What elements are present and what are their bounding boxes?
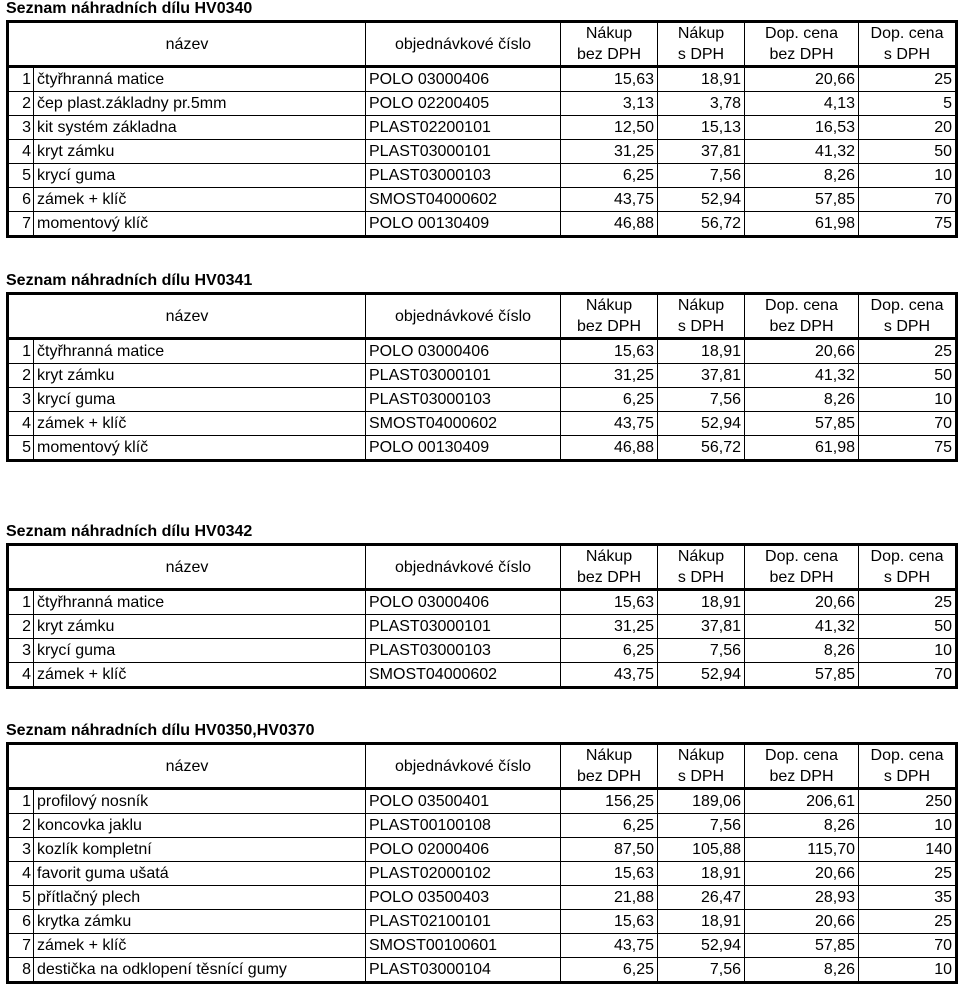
retail-gross-cell: 70: [859, 188, 957, 212]
retail-gross-cell: 25: [859, 590, 957, 615]
header-retail-gross-line: s DPH: [883, 318, 931, 335]
header-retail-gross: [859, 545, 957, 590]
header-order-number: objednávkové číslo: [366, 294, 561, 339]
header-purchase-gross-line: s DPH: [677, 46, 725, 63]
purchase-gross-cell: 37,81: [658, 364, 745, 388]
order-number-cell: POLO 03500403: [366, 886, 561, 910]
purchase-net-cell: 43,75: [561, 188, 658, 212]
part-name-cell: přítlačný plech: [34, 886, 366, 910]
row-number-cell: 3: [8, 388, 34, 412]
row-number-cell: 1: [8, 590, 34, 615]
purchase-net-cell: 15,63: [561, 862, 658, 886]
purchase-gross-cell: 7,56: [658, 639, 745, 663]
table-row: [8, 910, 957, 934]
retail-net-cell: 57,85: [745, 934, 859, 958]
header-retail-net-line: Dop. cena: [765, 747, 838, 764]
table-row: [8, 886, 957, 910]
retail-gross-cell: 10: [859, 814, 957, 838]
row-number-cell: 2: [8, 364, 34, 388]
purchase-gross-cell: 52,94: [658, 663, 745, 688]
retail-net-cell: 41,32: [745, 364, 859, 388]
order-number-cell: POLO 00130409: [366, 212, 561, 237]
header-retail-gross-line: Dop. cena: [870, 548, 944, 565]
part-name-cell: kit systém základna: [34, 116, 366, 140]
retail-gross-cell: 10: [859, 958, 957, 983]
purchase-net-cell: 43,75: [561, 412, 658, 436]
part-name-cell: zámek + klíč: [34, 188, 366, 212]
row-number-cell: 8: [8, 958, 34, 983]
table-row: [8, 388, 957, 412]
purchase-net-cell: 43,75: [561, 934, 658, 958]
retail-net-cell: 61,98: [745, 212, 859, 237]
table-header-row: [8, 22, 957, 67]
part-name-cell: zámek + klíč: [34, 934, 366, 958]
retail-gross-cell: 5: [859, 92, 957, 116]
row-number-cell: 1: [8, 67, 34, 92]
header-retail-net-line: bez DPH: [769, 46, 834, 63]
part-name-cell: koncovka jaklu: [34, 814, 366, 838]
purchase-gross-cell: 37,81: [658, 615, 745, 639]
header-purchase-gross-line: Nákup: [677, 297, 725, 314]
header-purchase-gross-line: Nákup: [677, 25, 725, 42]
header-retail-net: [745, 744, 859, 789]
header-purchase-gross: [658, 294, 745, 339]
section-title: Seznam náhradních dílu HV0340: [6, 0, 253, 17]
header-retail-net-line: Dop. cena: [765, 548, 838, 565]
retail-net-cell: 41,32: [745, 140, 859, 164]
order-number-cell: PLAST02200101: [366, 116, 561, 140]
header-retail-net: [745, 545, 859, 590]
purchase-net-cell: 43,75: [561, 663, 658, 688]
part-name-cell: kryt zámku: [34, 140, 366, 164]
table-row: [8, 140, 957, 164]
section-title: Seznam náhradních dílu HV0341: [6, 272, 253, 289]
retail-net-cell: 115,70: [745, 838, 859, 862]
purchase-gross-cell: 189,06: [658, 789, 745, 814]
row-number-cell: 5: [8, 886, 34, 910]
purchase-gross-cell: 7,56: [658, 388, 745, 412]
header-purchase-gross: [658, 22, 745, 67]
order-number-cell: PLAST02100101: [366, 910, 561, 934]
table-row: [8, 67, 957, 92]
retail-gross-cell: 20: [859, 116, 957, 140]
purchase-net-cell: 6,25: [561, 164, 658, 188]
row-number-cell: 4: [8, 663, 34, 688]
purchase-net-cell: 87,50: [561, 838, 658, 862]
header-retail-gross-line: Dop. cena: [870, 747, 944, 764]
header-order-number: objednávkové číslo: [366, 22, 561, 67]
retail-gross-cell: 35: [859, 886, 957, 910]
order-number-cell: PLAST03000101: [366, 364, 561, 388]
header-purchase-gross-line: Nákup: [677, 548, 725, 565]
retail-gross-cell: 25: [859, 67, 957, 92]
purchase-gross-cell: 7,56: [658, 164, 745, 188]
table-row: [8, 639, 957, 663]
retail-net-cell: 61,98: [745, 436, 859, 461]
table-header-row: [8, 545, 957, 590]
retail-gross-cell: 50: [859, 140, 957, 164]
retail-net-cell: 57,85: [745, 663, 859, 688]
header-retail-net-line: Dop. cena: [765, 297, 838, 314]
retail-net-cell: 57,85: [745, 412, 859, 436]
purchase-gross-cell: 7,56: [658, 958, 745, 983]
order-number-cell: PLAST03000103: [366, 388, 561, 412]
retail-gross-cell: 50: [859, 364, 957, 388]
row-number-cell: 1: [8, 789, 34, 814]
row-number-cell: 3: [8, 838, 34, 862]
header-order-number: objednávkové číslo: [366, 744, 561, 789]
part-name-cell: krytka zámku: [34, 910, 366, 934]
part-name-cell: krycí guma: [34, 388, 366, 412]
row-number-cell: 2: [8, 814, 34, 838]
table-row: [8, 958, 957, 983]
table-row: [8, 92, 957, 116]
order-number-cell: PLAST03000104: [366, 958, 561, 983]
header-purchase-net-line: bez DPH: [576, 569, 642, 586]
header-purchase-net-line: bez DPH: [576, 768, 642, 785]
order-number-cell: PLAST00100108: [366, 814, 561, 838]
header-purchase-net-line: Nákup: [585, 548, 633, 565]
purchase-net-cell: 15,63: [561, 339, 658, 364]
header-purchase-gross: [658, 744, 745, 789]
order-number-cell: SMOST04000602: [366, 412, 561, 436]
header-retail-net-line: Dop. cena: [765, 25, 838, 42]
parts-table: [6, 292, 958, 462]
row-number-cell: 7: [8, 934, 34, 958]
row-number-cell: 5: [8, 164, 34, 188]
part-name-cell: favorit guma ušatá: [34, 862, 366, 886]
purchase-gross-cell: 18,91: [658, 339, 745, 364]
header-purchase-net: [561, 294, 658, 339]
header-order-number: objednávkové číslo: [366, 545, 561, 590]
retail-net-cell: 20,66: [745, 67, 859, 92]
part-name-cell: profilový nosník: [34, 789, 366, 814]
purchase-net-cell: 15,63: [561, 910, 658, 934]
purchase-net-cell: 6,25: [561, 958, 658, 983]
retail-gross-cell: 10: [859, 164, 957, 188]
purchase-gross-cell: 18,91: [658, 67, 745, 92]
table-row: [8, 436, 957, 461]
order-number-cell: PLAST03000103: [366, 639, 561, 663]
row-number-cell: 2: [8, 92, 34, 116]
purchase-gross-cell: 7,56: [658, 814, 745, 838]
retail-gross-cell: 70: [859, 412, 957, 436]
header-retail-gross-line: s DPH: [883, 46, 931, 63]
purchase-net-cell: 46,88: [561, 212, 658, 237]
retail-net-cell: 8,26: [745, 958, 859, 983]
retail-net-cell: 20,66: [745, 910, 859, 934]
retail-net-cell: 20,66: [745, 339, 859, 364]
table-row: [8, 364, 957, 388]
retail-net-cell: 20,66: [745, 862, 859, 886]
retail-net-cell: 57,85: [745, 188, 859, 212]
purchase-gross-cell: 56,72: [658, 212, 745, 237]
part-name-cell: čep plast.základny pr.5mm: [34, 92, 366, 116]
header-retail-gross-line: s DPH: [883, 569, 931, 586]
part-name-cell: kryt zámku: [34, 364, 366, 388]
header-purchase-gross-line: s DPH: [677, 318, 725, 335]
section-title: Seznam náhradních dílu HV0350,HV0370: [6, 722, 315, 739]
part-name-cell: destička na odklopení těsnící gumy: [34, 958, 366, 983]
table-row: [8, 615, 957, 639]
header-part-name: název: [8, 22, 366, 67]
parts-table: [6, 742, 958, 984]
header-purchase-gross: [658, 545, 745, 590]
row-number-cell: 1: [8, 339, 34, 364]
purchase-gross-cell: 18,91: [658, 590, 745, 615]
row-number-cell: 4: [8, 412, 34, 436]
order-number-cell: PLAST02000102: [366, 862, 561, 886]
purchase-net-cell: 6,25: [561, 388, 658, 412]
header-retail-net-line: bez DPH: [769, 318, 834, 335]
row-number-cell: 3: [8, 639, 34, 663]
retail-net-cell: 28,93: [745, 886, 859, 910]
order-number-cell: SMOST04000602: [366, 188, 561, 212]
row-number-cell: 6: [8, 188, 34, 212]
part-name-cell: kryt zámku: [34, 615, 366, 639]
table-row: [8, 789, 957, 814]
purchase-net-cell: 3,13: [561, 92, 658, 116]
retail-net-cell: 41,32: [745, 615, 859, 639]
part-name-cell: krycí guma: [34, 164, 366, 188]
parts-table: [6, 20, 958, 238]
part-name-cell: čtyřhranná matice: [34, 590, 366, 615]
purchase-net-cell: 6,25: [561, 814, 658, 838]
order-number-cell: PLAST03000103: [366, 164, 561, 188]
purchase-net-cell: 12,50: [561, 116, 658, 140]
header-purchase-gross-line: s DPH: [677, 569, 725, 586]
table-row: [8, 116, 957, 140]
header-retail-gross-line: s DPH: [883, 768, 931, 785]
purchase-net-cell: 15,63: [561, 590, 658, 615]
row-number-cell: 5: [8, 436, 34, 461]
section-title: Seznam náhradních dílu HV0342: [6, 523, 253, 540]
header-retail-net: [745, 294, 859, 339]
retail-gross-cell: 250: [859, 789, 957, 814]
table-row: [8, 814, 957, 838]
purchase-gross-cell: 37,81: [658, 140, 745, 164]
purchase-gross-cell: 3,78: [658, 92, 745, 116]
purchase-gross-cell: 26,47: [658, 886, 745, 910]
purchase-net-cell: 21,88: [561, 886, 658, 910]
purchase-gross-cell: 56,72: [658, 436, 745, 461]
table-row: [8, 412, 957, 436]
header-purchase-net: [561, 744, 658, 789]
header-retail-gross-line: Dop. cena: [870, 25, 944, 42]
table-row: [8, 212, 957, 237]
part-name-cell: čtyřhranná matice: [34, 339, 366, 364]
order-number-cell: POLO 00130409: [366, 436, 561, 461]
purchase-gross-cell: 52,94: [658, 188, 745, 212]
row-number-cell: 4: [8, 140, 34, 164]
header-retail-net-line: bez DPH: [769, 569, 834, 586]
purchase-net-cell: 31,25: [561, 615, 658, 639]
header-part-name: název: [8, 294, 366, 339]
table-row: [8, 164, 957, 188]
purchase-net-cell: 156,25: [561, 789, 658, 814]
part-name-cell: momentový klíč: [34, 212, 366, 237]
retail-net-cell: 8,26: [745, 814, 859, 838]
order-number-cell: POLO 03500401: [366, 789, 561, 814]
header-part-name: název: [8, 545, 366, 590]
retail-net-cell: 8,26: [745, 639, 859, 663]
order-number-cell: PLAST03000101: [366, 140, 561, 164]
purchase-gross-cell: 18,91: [658, 910, 745, 934]
header-purchase-gross-line: Nákup: [677, 747, 725, 764]
header-retail-gross-line: Dop. cena: [870, 297, 944, 314]
purchase-net-cell: 6,25: [561, 639, 658, 663]
row-number-cell: 3: [8, 116, 34, 140]
order-number-cell: POLO 03000406: [366, 590, 561, 615]
part-name-cell: kozlík kompletní: [34, 838, 366, 862]
retail-net-cell: 206,61: [745, 789, 859, 814]
table-row: [8, 663, 957, 688]
header-purchase-net-line: Nákup: [585, 747, 633, 764]
header-retail-net-line: bez DPH: [769, 768, 834, 785]
retail-net-cell: 20,66: [745, 590, 859, 615]
order-number-cell: POLO 02000406: [366, 838, 561, 862]
order-number-cell: SMOST00100601: [366, 934, 561, 958]
purchase-gross-cell: 52,94: [658, 934, 745, 958]
row-number-cell: 2: [8, 615, 34, 639]
retail-net-cell: 8,26: [745, 164, 859, 188]
part-name-cell: momentový klíč: [34, 436, 366, 461]
table-row: [8, 188, 957, 212]
header-purchase-net-line: Nákup: [585, 25, 633, 42]
header-purchase-net-line: bez DPH: [576, 318, 642, 335]
part-name-cell: zámek + klíč: [34, 663, 366, 688]
purchase-net-cell: 46,88: [561, 436, 658, 461]
table-row: [8, 339, 957, 364]
retail-gross-cell: 140: [859, 838, 957, 862]
retail-net-cell: 16,53: [745, 116, 859, 140]
retail-gross-cell: 50: [859, 615, 957, 639]
retail-gross-cell: 70: [859, 934, 957, 958]
purchase-gross-cell: 105,88: [658, 838, 745, 862]
header-purchase-net: [561, 22, 658, 67]
header-retail-net: [745, 22, 859, 67]
table-header-row: [8, 294, 957, 339]
table-row: [8, 838, 957, 862]
purchase-net-cell: 15,63: [561, 67, 658, 92]
order-number-cell: PLAST03000101: [366, 615, 561, 639]
row-number-cell: 4: [8, 862, 34, 886]
order-number-cell: POLO 03000406: [366, 67, 561, 92]
table-row: [8, 934, 957, 958]
retail-gross-cell: 70: [859, 663, 957, 688]
parts-table: [6, 543, 958, 689]
retail-gross-cell: 25: [859, 862, 957, 886]
header-purchase-net-line: bez DPH: [576, 46, 642, 63]
purchase-gross-cell: 18,91: [658, 862, 745, 886]
retail-gross-cell: 25: [859, 910, 957, 934]
purchase-gross-cell: 52,94: [658, 412, 745, 436]
part-name-cell: čtyřhranná matice: [34, 67, 366, 92]
table-row: [8, 590, 957, 615]
order-number-cell: POLO 03000406: [366, 339, 561, 364]
row-number-cell: 6: [8, 910, 34, 934]
row-number-cell: 7: [8, 212, 34, 237]
purchase-net-cell: 31,25: [561, 364, 658, 388]
header-purchase-net: [561, 545, 658, 590]
header-part-name: název: [8, 744, 366, 789]
header-purchase-net-line: Nákup: [585, 297, 633, 314]
order-number-cell: SMOST04000602: [366, 663, 561, 688]
retail-gross-cell: 10: [859, 388, 957, 412]
part-name-cell: krycí guma: [34, 639, 366, 663]
header-retail-gross: [859, 744, 957, 789]
table-header-row: [8, 744, 957, 789]
purchase-gross-cell: 15,13: [658, 116, 745, 140]
retail-gross-cell: 10: [859, 639, 957, 663]
header-retail-gross: [859, 22, 957, 67]
purchase-net-cell: 31,25: [561, 140, 658, 164]
retail-net-cell: 4,13: [745, 92, 859, 116]
retail-net-cell: 8,26: [745, 388, 859, 412]
retail-gross-cell: 25: [859, 339, 957, 364]
part-name-cell: zámek + klíč: [34, 412, 366, 436]
header-retail-gross: [859, 294, 957, 339]
retail-gross-cell: 75: [859, 212, 957, 237]
order-number-cell: POLO 02200405: [366, 92, 561, 116]
retail-gross-cell: 75: [859, 436, 957, 461]
table-row: [8, 862, 957, 886]
header-purchase-gross-line: s DPH: [677, 768, 725, 785]
